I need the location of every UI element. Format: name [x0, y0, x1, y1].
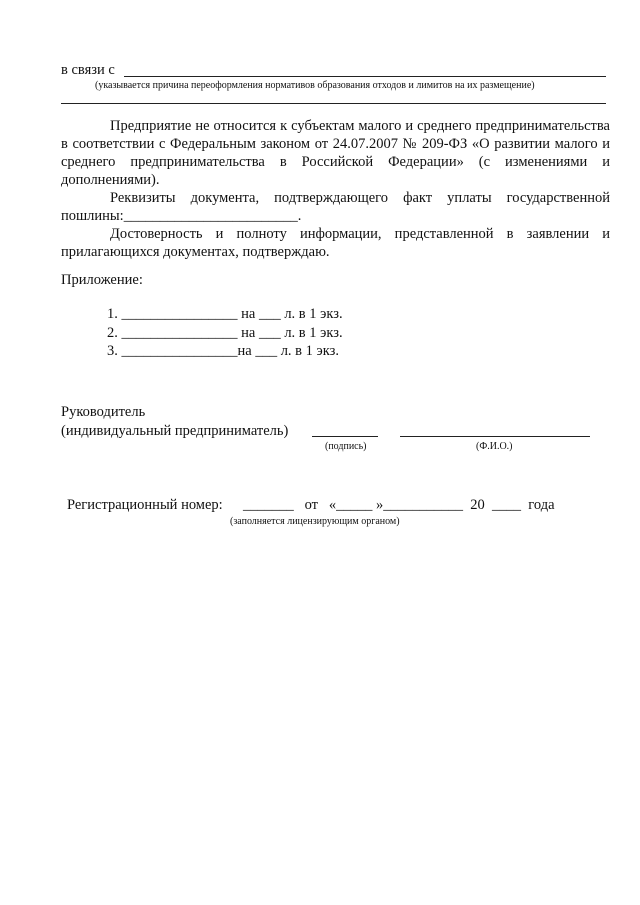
full-name-line — [400, 436, 590, 437]
signature-role: Руководитель — [61, 404, 146, 420]
signature-role-detail: (индивидуальный предприниматель) — [61, 423, 289, 439]
attachments-title: Приложение: — [61, 272, 143, 288]
registration-fields: _______ от «_____ »___________ 20 ____ года — [243, 497, 555, 513]
registration-label: Регистрационный номер: — [67, 497, 223, 513]
reason-caption: (указывается причина переоформления нормативов образования отходов и лимитов на их размещение) — [95, 80, 535, 91]
reason-fill-line — [124, 76, 606, 77]
attachment-item: 3. ________________на ___ л. в 1 экз. — [107, 343, 339, 359]
reason-prefix: в связи с — [61, 62, 115, 78]
signature-line — [312, 436, 378, 437]
body-paragraphs — [61, 117, 610, 261]
confirmation-paragraph: Достоверность и полноту информации, представленной в заявлении и прилагающихся документах, подтверждаю. — [61, 226, 610, 260]
state-fee-paragraph: Реквизиты документа, подтверждающего факт уплаты государственной пошлины:________________________. — [61, 190, 610, 224]
attachments-list — [107, 305, 343, 361]
signature-caption: (подпись) — [325, 441, 367, 452]
full-name-caption: (Ф.И.О.) — [476, 441, 513, 452]
reason-second-line — [61, 103, 606, 104]
attachment-item: 1. ________________ на ___ л. в 1 экз. — [107, 306, 343, 322]
attachment-item: 2. ________________ на ___ л. в 1 экз. — [107, 324, 343, 341]
sme-status-paragraph: Предприятие не относится к субъектам малого и среднего предпринимательства в соответствии с Федеральным законом от 24.07.2007 № 209-ФЗ «О развитии малого и среднего предпринимательства в Российской Федерации» (с изменениями и дополнениями). — [61, 118, 610, 188]
registration-caption: (заполняется лицензирующим органом) — [230, 516, 400, 527]
